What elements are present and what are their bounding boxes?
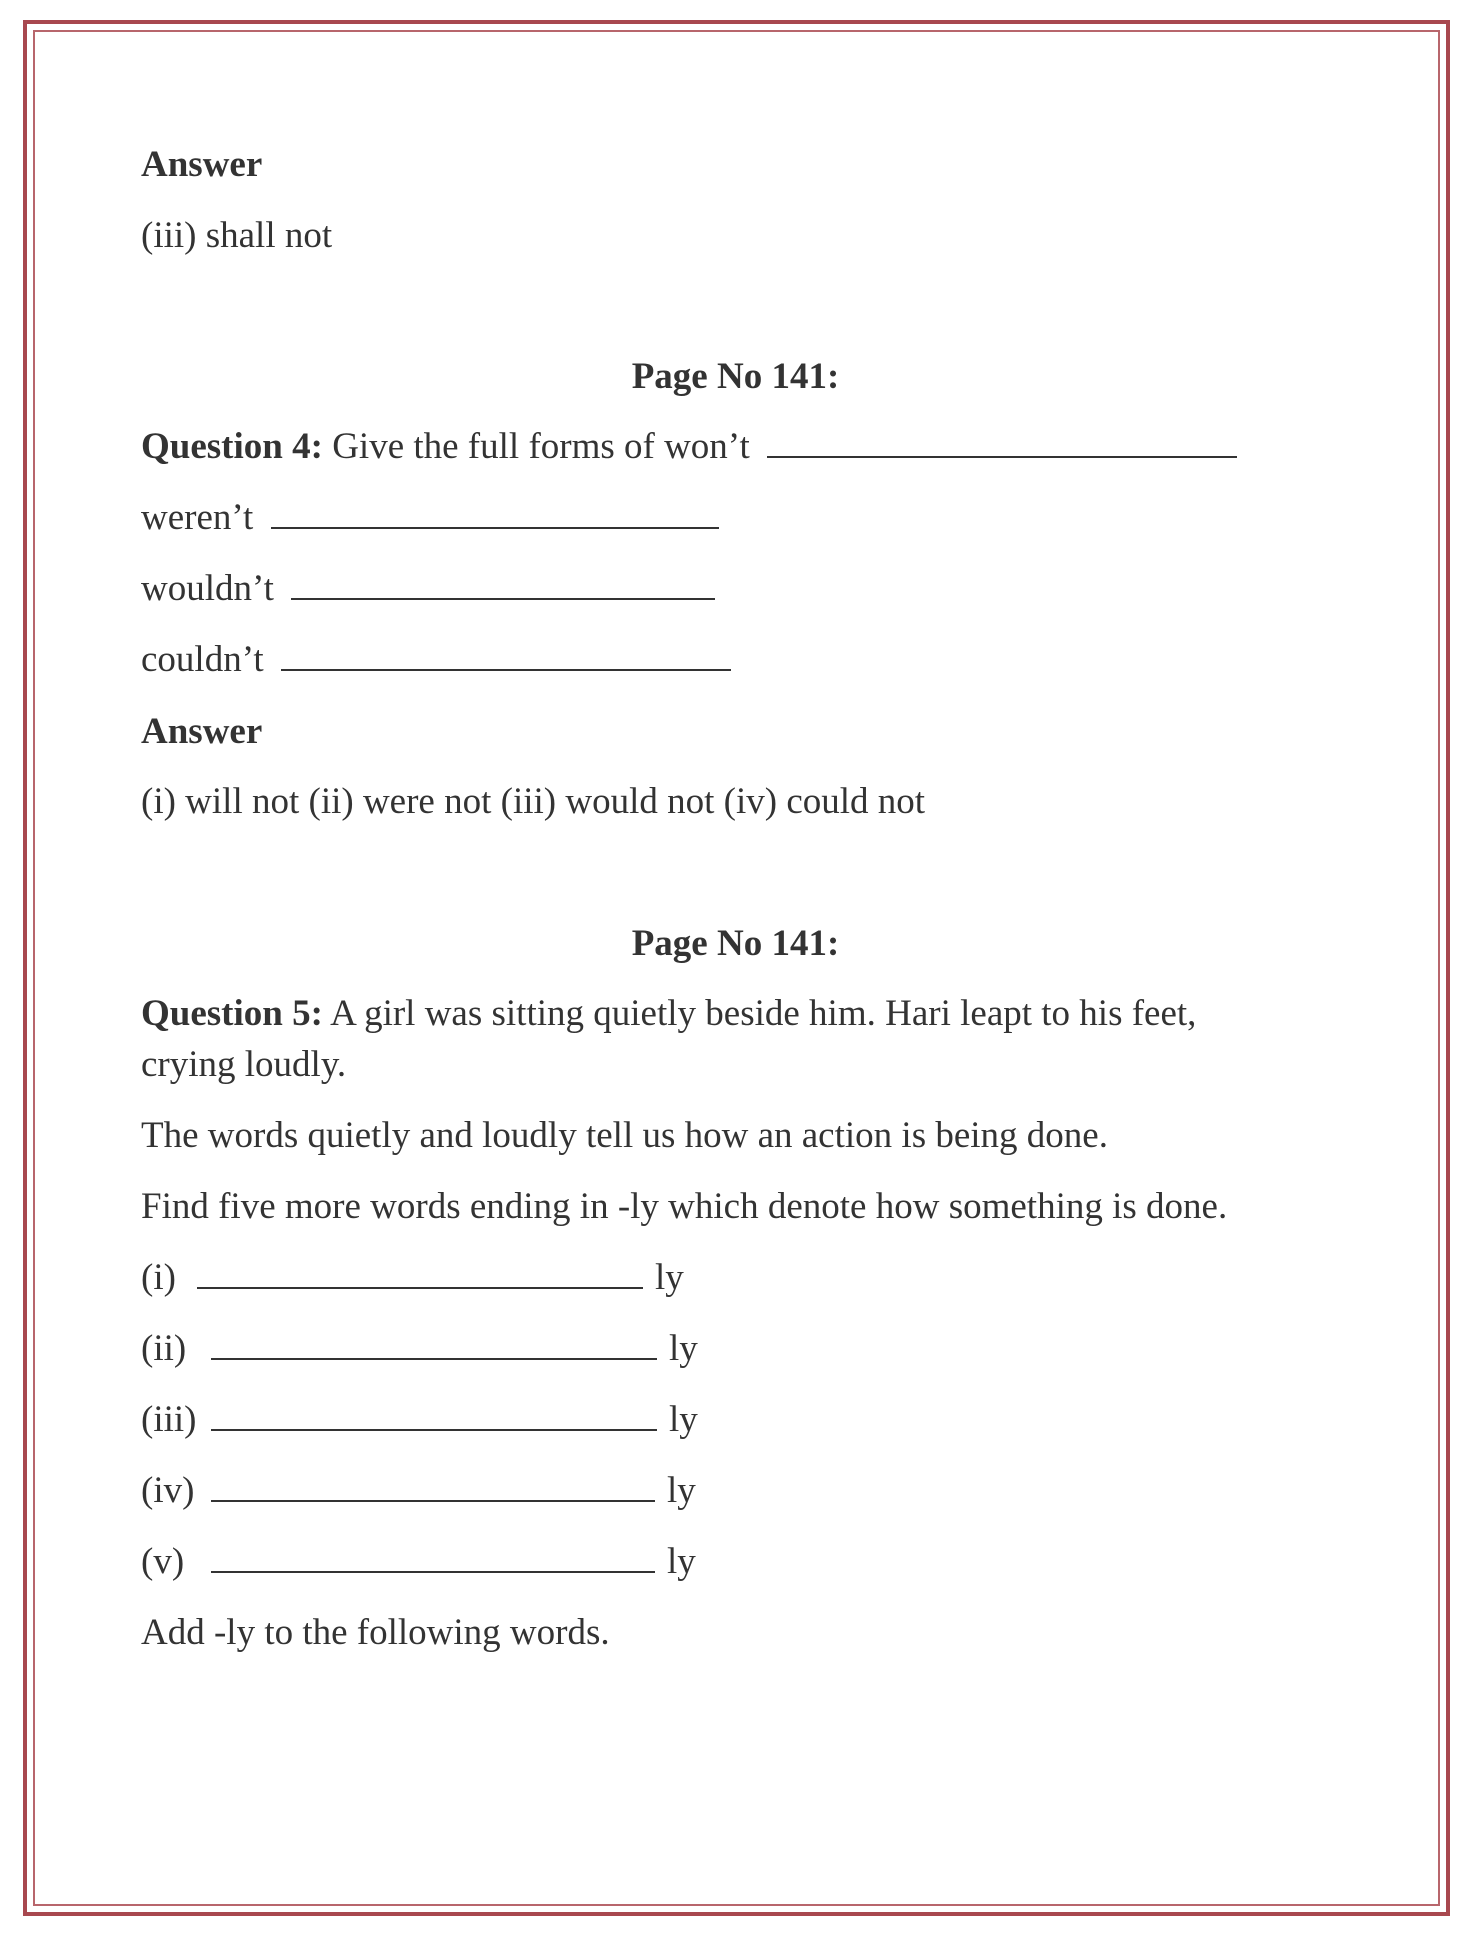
blank-row [141, 1256, 684, 1300]
blank-number: (ii) [141, 1328, 187, 1369]
blank-number: (iv) [141, 1470, 195, 1511]
answer-blank[interactable] [291, 568, 715, 600]
blank-suffix: ly [669, 1328, 698, 1369]
answer-heading: Answer [141, 144, 263, 185]
item-label: weren’t [141, 497, 254, 538]
paragraph: Find five more words ending in -ly which denote how something is done. [141, 1186, 1228, 1227]
question-4-item [141, 567, 715, 611]
page-heading: Page No 141: [631, 923, 840, 964]
closing-instruction: Add -ly to the following words. [141, 1612, 610, 1653]
answer-heading: Answer [141, 711, 263, 752]
page-heading: Page No 141: [631, 356, 840, 397]
blank-number: (v) [141, 1541, 185, 1582]
blank-suffix: ly [667, 1541, 696, 1582]
answer-blank[interactable] [211, 1399, 657, 1431]
paragraph: The words quietly and loudly tell us how an action is being done. [141, 1115, 1108, 1156]
item-label: wouldn’t [141, 568, 274, 609]
item-label: couldn’t [141, 639, 264, 680]
question-4-item [141, 496, 719, 540]
answer-blank[interactable] [271, 497, 719, 529]
answer-blank[interactable] [211, 1470, 655, 1502]
blank-row [141, 1398, 698, 1442]
question-4 [141, 425, 1237, 469]
question-label: Question 5: [141, 993, 323, 1034]
answer-blank[interactable] [767, 426, 1237, 458]
blank-suffix: ly [669, 1399, 698, 1440]
question-text: Give the full forms of won’t [332, 426, 750, 467]
blank-row [141, 1327, 698, 1371]
blank-number: (i) [141, 1257, 176, 1298]
answer-blank[interactable] [211, 1541, 655, 1573]
answer-blank[interactable] [211, 1328, 657, 1360]
blank-number: (iii) [141, 1399, 197, 1440]
question-4-item [141, 638, 731, 682]
blank-row [141, 1540, 696, 1584]
answer-text: (iii) shall not [141, 215, 333, 256]
question-text: A girl was sitting quietly beside him. Hari leapt to his feet, [330, 993, 1197, 1034]
blank-suffix: ly [655, 1257, 684, 1298]
question-text-continued: crying loudly. [141, 1044, 347, 1085]
question-5 [141, 992, 1196, 1036]
blank-suffix: ly [667, 1470, 696, 1511]
question-label: Question 4: [141, 426, 323, 467]
answer-blank[interactable] [197, 1257, 643, 1289]
answer-blank[interactable] [281, 639, 731, 671]
blank-row [141, 1469, 696, 1513]
answer-text: (i) will not (ii) were not (iii) would not (iv) could not [141, 781, 926, 822]
